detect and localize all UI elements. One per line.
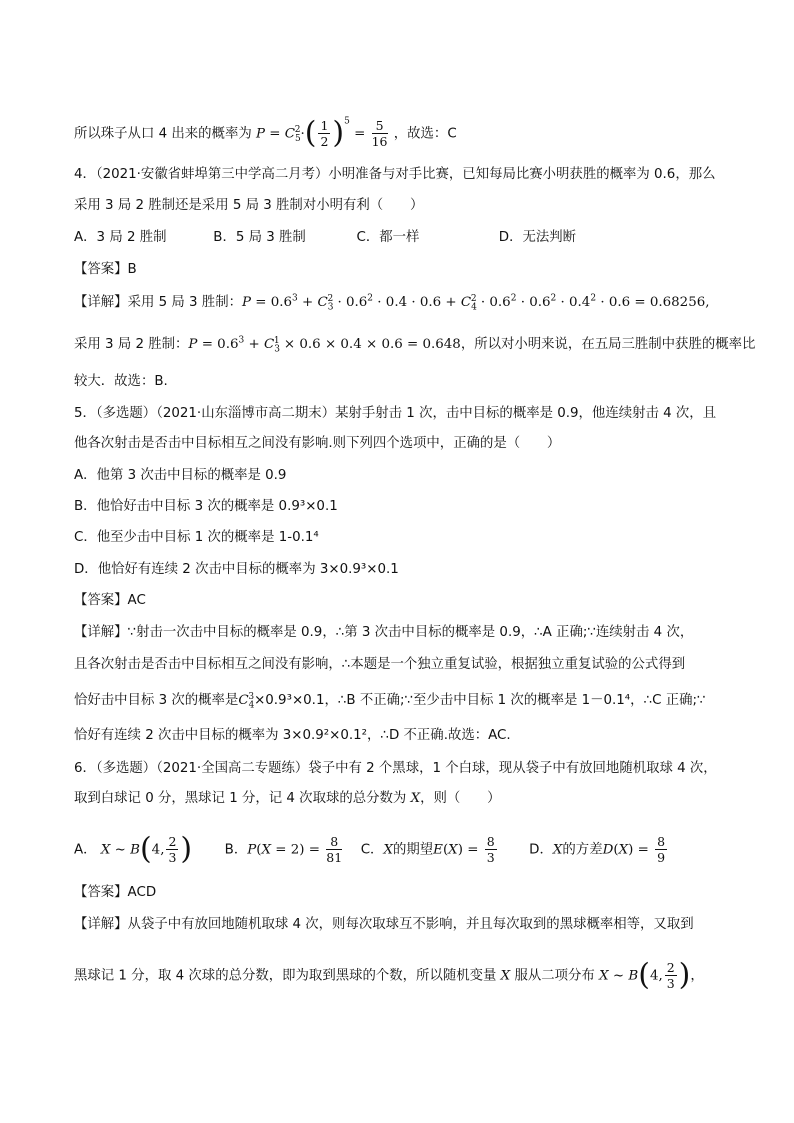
q4-option-a: A．3 局 2 胜制	[74, 230, 167, 245]
q4-detail-line1: 【详解】采用 5 局 3 胜制：$P = 0.6^3 + C_3^2 \cdot 0.6^2 \cdot 0.4 \cdot 0.6 + C_4^2 \cdot 0.6^2 \cdot 0.6^2 \cdot 0.4^2 \cdot 0.6 = 0.68256$,	[74, 293, 710, 313]
q5-detail-line1: 【详解】∵射击一次击中目标的概率是 0.9，∴第 3 次击中目标的概率是 0.9，∴A 正确;∵连续射击 4 次，	[74, 625, 694, 640]
q5-option-d: D．他恰好有连续 2 次击中目标的概率为 3×0.9³×0.1	[74, 562, 399, 577]
q6-detail-line1: 【详解】从袋子中有放回地随机取球 4 次，则每次取球互不影响，并且每次取到的黑球概率相等，又取到	[74, 917, 694, 932]
q6-stem-line1: 6．（多选题）（2021·全国高二专题练）袋子中有 2 个黑球，1 个白球，现从袋子中有放回地随机取球 4 次，	[74, 761, 717, 776]
q4-option-d: D．无法判断	[498, 230, 577, 245]
result-fraction: $\frac{5}{16}$	[371, 118, 388, 149]
q5-option-a: A．他第 3 次击中目标的概率是 0.9	[74, 468, 287, 483]
half-fraction: $\frac{1}{2}$	[320, 118, 329, 149]
q4-stem-line2: 采用 3 局 2 胜制还是采用 5 局 3 胜制对小明有利（ ）	[74, 198, 424, 213]
q5-stem-line1: 5．（多选题）（2021·山东淄博市高二期末）某射手射击 1 次，击中目标的概率是 0.9，他连续射击 4 次，且	[74, 406, 717, 421]
q4-detail-line2: 采用 3 局 2 胜制：$P = 0.6^3 + C_3^1 \times 0.6 \times 0.4 \times 0.6 = 0.648$，所以对小明来说，在五局三胜制中获胜的概率比	[74, 335, 756, 355]
prob-formula: P	[256, 126, 266, 142]
q4-option-b: B．5 局 3 胜制	[213, 230, 306, 245]
prev-choice: ，故选：C	[393, 126, 457, 142]
q4-answer: 【答案】B	[74, 262, 137, 277]
q5-detail-line2: 且各次射击是否击中目标相互之间没有影响，∴本题是一个独立重复试验，根据独立重复试验的公式得到	[74, 657, 686, 672]
q4-detail-line3: 较大．故选：B.	[74, 374, 168, 389]
q6-stem-line2: 取到白球记 0 分，黑球记 1 分，记 4 次取球的总分数为 X，则（ ）	[74, 791, 501, 806]
q4-options	[74, 229, 576, 247]
q6-detail-line2: 黑球记 1 分，取 4 次球的总分数，即为取到黑球的个数，所以随机变量 X 服从二项分布 X ~ B(4, $\frac{2}{3}$ )，	[74, 957, 704, 993]
q6-answer: 【答案】ACD	[74, 885, 157, 900]
q5-stem-line2: 他各次射击是否击中目标相互之间没有影响.则下列四个选项中，正确的是（ ）	[74, 436, 561, 451]
q6-options: A． X ~ B(4, $\frac{2}{3}$ ) B．P(X = 2) = $\frac{8}{81}$ C．X的期望E(X) = $\frac{8}{3}$ D．X的方差D(X) = $\frac{8}{9}$	[74, 831, 666, 867]
prev-conclusion-text: 所以珠子从口 4 出来的概率为	[74, 126, 252, 142]
q4-stem-line1: 4．（2021·安徽省蚌埠第三中学高二月考）小明准备与对手比赛，已知每局比赛小明获胜的概率为 0.6，那么	[74, 167, 716, 182]
prev-conclusion-line: 所以珠子从口 4 出来的概率为 $P = C_5^2\cdot$( $\frac{1}{2}$ )$^5$ = $\frac{5}{16}$ ，故选：C	[74, 115, 457, 151]
q5-answer: 【答案】AC	[74, 593, 146, 608]
q4-option-c: C．都一样	[356, 230, 420, 245]
q5-option-b: B．他恰好击中目标 3 次的概率是 0.9³×0.1	[74, 499, 338, 514]
q5-option-c: C．他至少击中目标 1 次的概率是 1-0.1⁴	[74, 530, 319, 545]
q5-detail-line4: 恰好有连续 2 次击中目标的概率为 3×0.9²×0.1²，∴D 不正确.故选：AC.	[74, 728, 511, 743]
q5-detail-line3: 恰好击中目标 3 次的概率是$C_4^3\times 0.9^3\times 0.1$，∴B 不正确;∵至少击中目标 1 次的概率是 1－0.1⁴，∴C 正确;∵	[74, 691, 706, 711]
